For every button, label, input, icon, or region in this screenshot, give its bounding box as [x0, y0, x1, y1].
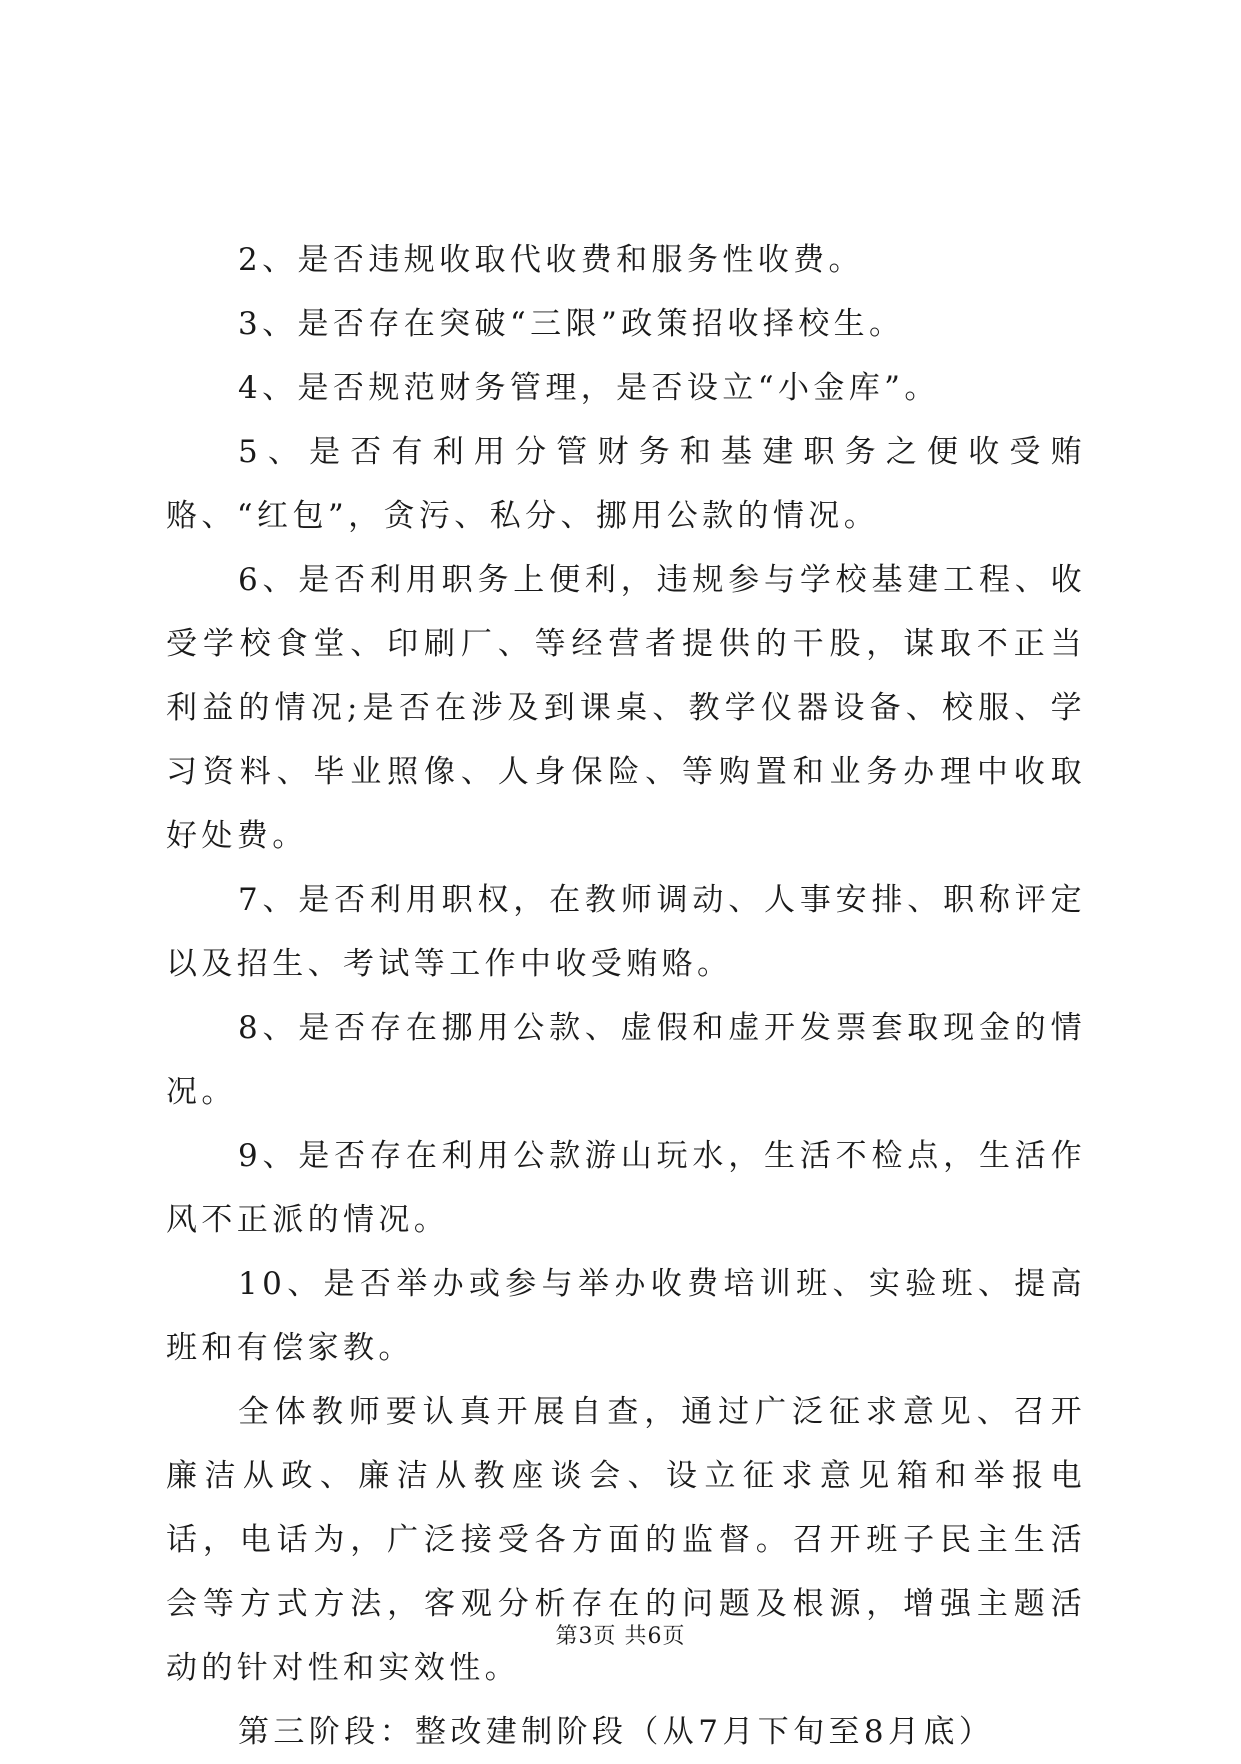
- document-body: [166, 228, 1086, 1764]
- page-number-footer: 第3页 共6页: [555, 1624, 686, 1649]
- paragraph-item-8: 8、是否存在挪用公款、虚假和虚开发票套取现金的情况。: [166, 1010, 1086, 1110]
- paragraph-item-9: 9、是否存在利用公款游山玩水，生活不检点，生活作风不正派的情况。: [166, 1138, 1086, 1238]
- section-heading-phase-three: 第三阶段：整改建制阶段（从7月下旬至8月底）: [238, 1714, 995, 1750]
- paragraph-item-10: 10、是否举办或参与举办收费培训班、实验班、提高班和有偿家教。: [166, 1266, 1086, 1366]
- paragraph-self-check: 全体教师要认真开展自查，通过广泛征求意见、召开廉洁从政、廉洁从教座谈会、设立征求意见箱和举报电话，电话为，广泛接受各方面的监督。召开班子民主生活会等方式方法，客观分析存在的问题及根源，增强主题活动的针对性和实效性。: [166, 1394, 1086, 1686]
- paragraph-item-6: 6、是否利用职务上便利，违规参与学校基建工程、收受学校食堂、印刷厂、等经营者提供的干股，谋取不正当利益的情况;是否在涉及到课桌、教学仪器设备、校服、学习资料、毕业照像、人身保险、等购置和业务办理中收取好处费。: [166, 562, 1086, 854]
- paragraph-item-7: 7、是否利用职权，在教师调动、人事安排、职称评定以及招生、考试等工作中收受贿赂。: [166, 882, 1086, 982]
- paragraph-item-3: 3、是否存在突破“三限”政策招收择校生。: [238, 306, 905, 342]
- paragraph-item-4: 4、是否规范财务管理，是否设立“小金库”。: [238, 370, 940, 406]
- paragraph-item-5: 5、是否有利用分管财务和基建职务之便收受贿赂、“红包”，贪污、私分、挪用公款的情况。: [166, 434, 1086, 534]
- paragraph-item-2: 2、是否违规收取代收费和服务性收费。: [238, 242, 864, 278]
